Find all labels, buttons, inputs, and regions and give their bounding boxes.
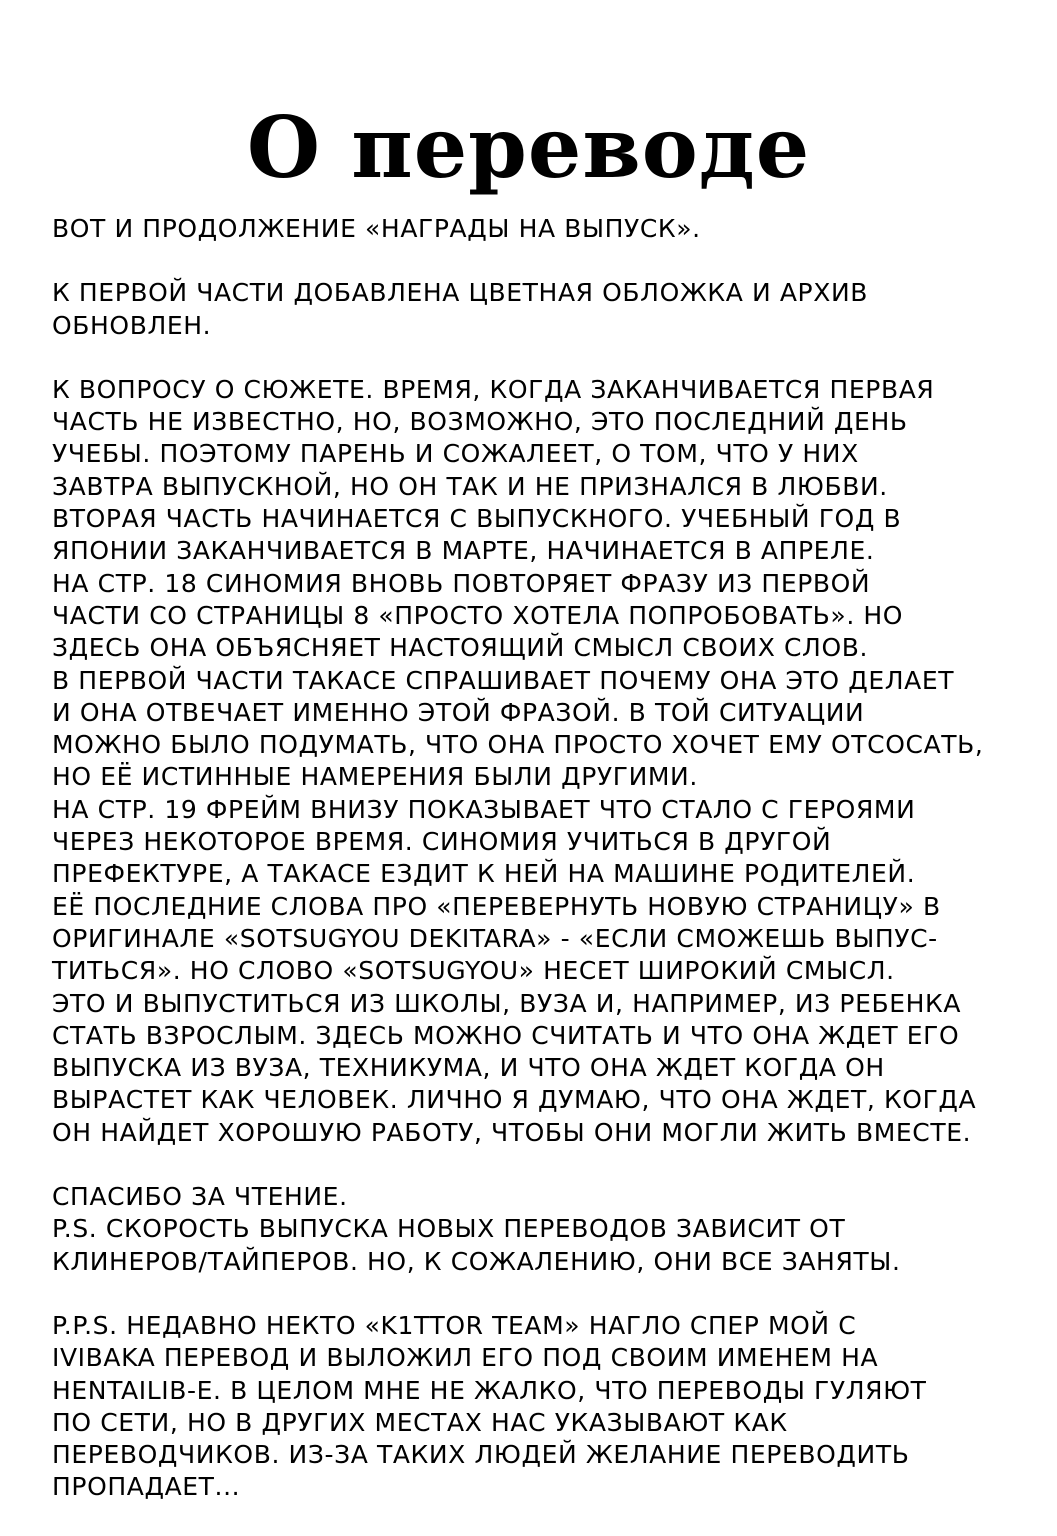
text-line: ОРИГИНАЛЕ «SOTSUGYOU DEKITARA» - «ЕСЛИ СМОЖЕШЬ ВЫПУС- (52, 923, 938, 953)
text-line: УЧЕБЫ. ПОЭТОМУ ПАРЕНЬ И СОЖАЛЕЕТ, О ТОМ, ЧТО У НИХ (52, 439, 859, 469)
text-line: ЗДЕСЬ ОНА ОБЪЯСНЯЕТ НАСТОЯЩИЙ СМЫСЛ СВОИХ СЛОВ. (52, 633, 869, 663)
note-body (52, 213, 1032, 1536)
page-title: О переводе (246, 98, 811, 197)
text-line: ВЫРАСТЕТ КАК ЧЕЛОВЕК. ЛИЧНО Я ДУМАЮ, ЧТО ОНА ЖДЕТ, КОГДА (52, 1085, 977, 1115)
text-line: ПРЕФЕКТУРЕ, А ТАКАСЕ ЕЗДИТ К НЕЙ НА МАШИНЕ РОДИТЕЛЕЙ. (52, 859, 916, 889)
text-line: ЭТО И ВЫПУСТИТЬСЯ ИЗ ШКОЛЫ, ВУЗА И, НАПРИМЕР, ИЗ РЕБЕНКА (52, 988, 962, 1018)
text-line: ЧАСТИ СО СТРАНИЦЫ 8 «ПРОСТО ХОТЕЛА ПОПРОБОВАТЬ». НО (52, 600, 904, 630)
text-line: ПЕРЕВОДЧИКОВ. ИЗ-ЗА ТАКИХ ЛЮДЕЙ ЖЕЛАНИЕ ПЕРЕВОДИТЬ (52, 1440, 910, 1470)
text-line: К ВОПРОСУ О СЮЖЕТЕ. ВРЕМЯ, КОГДА ЗАКАНЧИВАЕТСЯ ПЕРВАЯ (52, 374, 935, 404)
text-line: ОБНОВЛЕН. (52, 310, 212, 340)
paragraph (52, 1310, 1032, 1504)
text-line: HENTAILIB-Е. В ЦЕЛОМ МНЕ НЕ ЖАЛКО, ЧТО ПЕРЕВОДЫ ГУЛЯЮТ (52, 1375, 927, 1405)
paragraph (52, 1181, 1032, 1278)
text-line: СТАТЬ ВЗРОСЛЫМ. ЗДЕСЬ МОЖНО СЧИТАТЬ И ЧТО ОНА ЖДЕТ ЕГО (52, 1020, 960, 1050)
text-line: НО ЕЁ ИСТИННЫЕ НАМЕРЕНИЯ БЫЛИ ДРУГИМИ. (52, 762, 698, 792)
text-line: МОЖНО БЫЛО ПОДУМАТЬ, ЧТО ОНА ПРОСТО ХОЧЕТ ЕМУ ОТСОСАТЬ, (52, 730, 984, 760)
text-line: ТИТЬСЯ». НО СЛОВО «SOTSUGYOU» НЕСЕТ ШИРОКИЙ СМЫСЛ. (52, 956, 895, 986)
text-line: ОН НАЙДЕТ ХОРОШУЮ РАБОТУ, ЧТОБЫ ОНИ МОГЛИ ЖИТЬ ВМЕСТЕ. (52, 1117, 972, 1147)
text-line: НА СТР. 18 СИНОМИЯ ВНОВЬ ПОВТОРЯЕТ ФРАЗУ ИЗ ПЕРВОЙ (52, 568, 871, 598)
text-line: ВЫПУСКА ИЗ ВУЗА, ТЕХНИКУМА, И ЧТО ОНА ЖДЕТ КОГДА ОН (52, 1053, 885, 1083)
text-line: ВТОРАЯ ЧАСТЬ НАЧИНАЕТСЯ С ВЫПУСКНОГО. УЧЕБНЫЙ ГОД В (52, 504, 902, 534)
text-line: ПО СЕТИ, НО В ДРУГИХ МЕСТАХ НАС УКАЗЫВАЮТ КАК (52, 1407, 788, 1437)
text-line: СПАСИБО ЗА ЧТЕНИЕ. (52, 1182, 348, 1212)
text-line: ЯПОНИИ ЗАКАНЧИВАЕТСЯ В МАРТЕ, НАЧИНАЕТСЯ В АПРЕЛЕ. (52, 536, 875, 566)
text-line: P.P.S. НЕДАВНО НЕКТО «K1TTOR TEAM» НАГЛО СПЕР МОЙ С (52, 1310, 857, 1340)
text-line: ЗАВТРА ВЫПУСКНОЙ, НО ОН ТАК И НЕ ПРИЗНАЛСЯ В ЛЮБВИ. (52, 471, 888, 501)
paragraph (52, 374, 1032, 1149)
text-line: К ПЕРВОЙ ЧАСТИ ДОБАВЛЕНА ЦВЕТНАЯ ОБЛОЖКА И АРХИВ (52, 278, 868, 308)
text-line: ПРОПАДАЕТ... (52, 1472, 241, 1502)
text-line: И ОНА ОТВЕЧАЕТ ИМЕННО ЭТОЙ ФРАЗОЙ. В ТОЙ СИТУАЦИИ (52, 697, 865, 727)
text-line: P.S. СКОРОСТЬ ВЫПУСКА НОВЫХ ПЕРЕВОДОВ ЗАВИСИТ ОТ (52, 1214, 846, 1244)
text-line: ЧЕРЕЗ НЕКОТОРОЕ ВРЕМЯ. СИНОМИЯ УЧИТЬСЯ В ДРУГОЙ (52, 827, 832, 857)
paragraph (52, 277, 1032, 342)
text-line: НА СТР. 19 ФРЕЙМ ВНИЗУ ПОКАЗЫВАЕТ ЧТО СТАЛО С ГЕРОЯМИ (52, 794, 916, 824)
text-line: В ПЕРВОЙ ЧАСТИ ТАКАСЕ СПРАШИВАЕТ ПОЧЕМУ ОНА ЭТО ДЕЛАЕТ (52, 665, 955, 695)
text-line: ЧАСТЬ НЕ ИЗВЕСТНО, НО, ВОЗМОЖНО, ЭТО ПОСЛЕДНИЙ ДЕНЬ (52, 407, 908, 437)
text-line: ЕЁ ПОСЛЕДНИЕ СЛОВА ПРО «ПЕРЕВЕРНУТЬ НОВУЮ СТРАНИЦУ» В (52, 891, 941, 921)
paragraph (52, 213, 1032, 245)
text-line: IVIBAKA ПЕРЕВОД И ВЫЛОЖИЛ ЕГО ПОД СВОИМ ИМЕНЕМ НА (52, 1343, 879, 1373)
text-line: ВОТ И ПРОДОЛЖЕНИЕ «НАГРАДЫ НА ВЫПУСК». (52, 214, 701, 243)
text-line: КЛИНЕРОВ/ТАЙПЕРОВ. НО, К СОЖАЛЕНИЮ, ОНИ ВСЕ ЗАНЯТЫ. (52, 1246, 901, 1276)
